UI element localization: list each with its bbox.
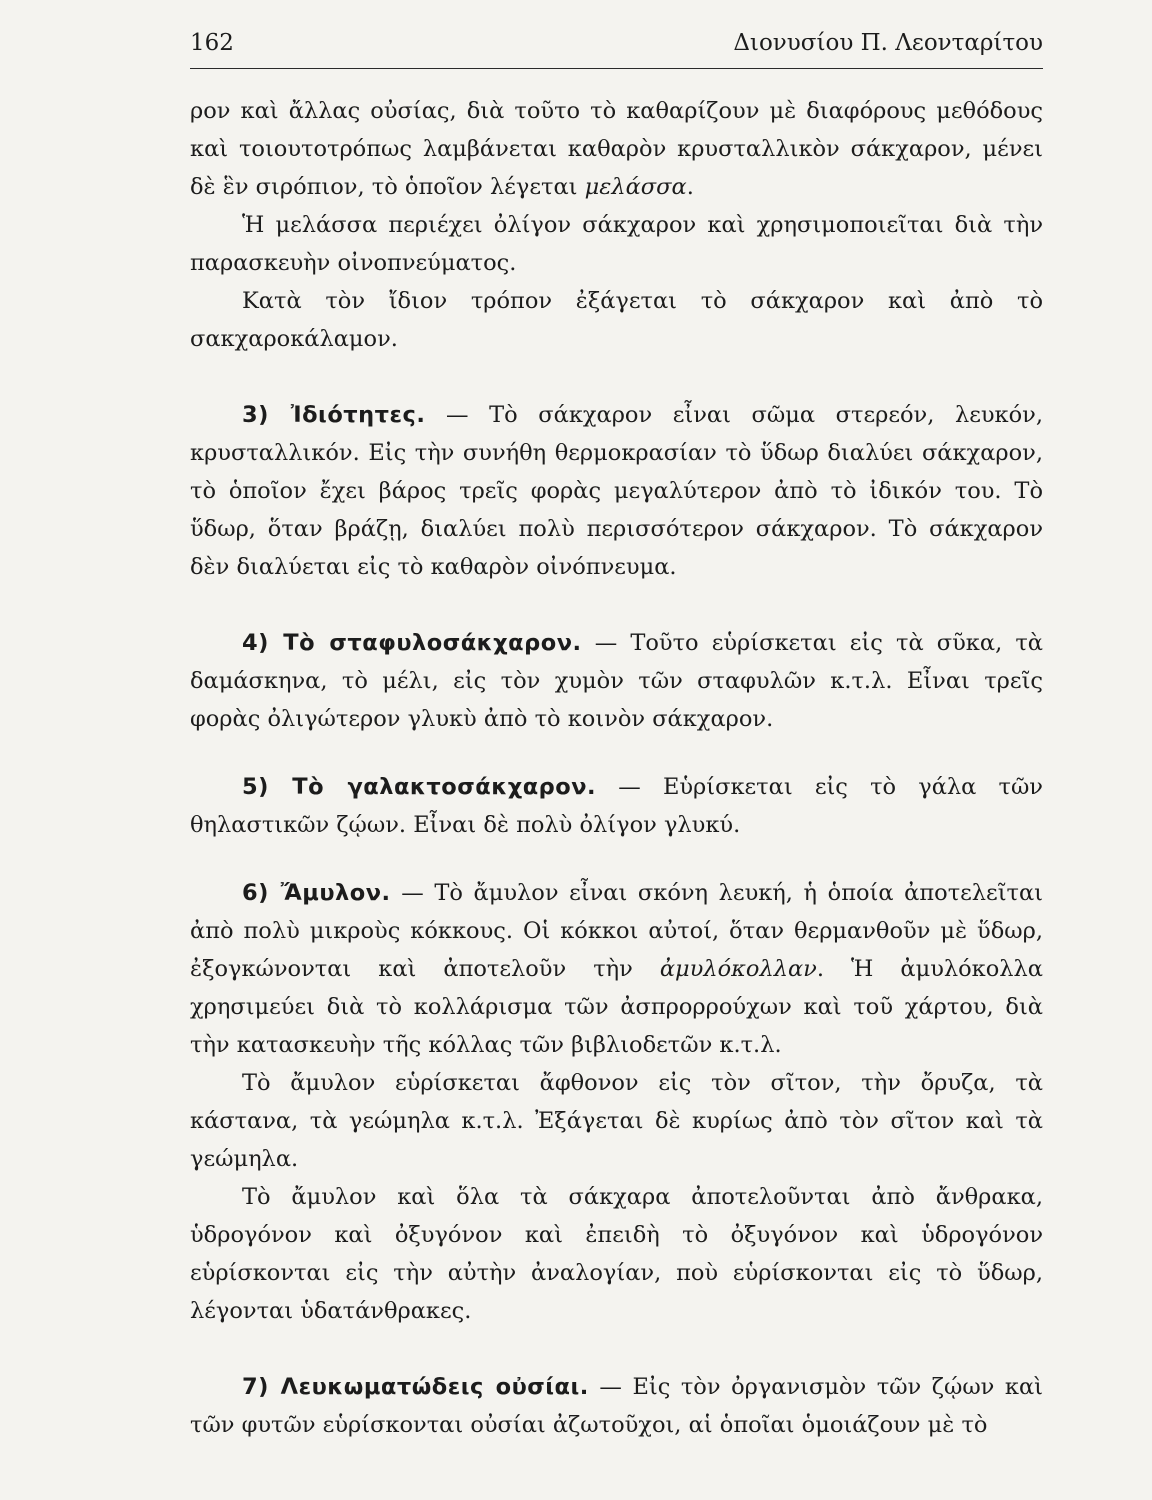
- section-text: — Εἰς τὸν ὀργανισμὸν τῶν ζῴων καὶ τῶν φυτῶν εὑρίσκονται οὐσίαι ἀζωτοῦχοι, αἱ ὁποῖαι ὁμοιάζουν μὲ τὸ: [190, 1374, 1043, 1438]
- section-text: — Τοῦτο εὑρίσκεται εἰς τὰ σῦκα, τὰ δαμάσκηνα, τὸ μέλι, εἰς τὸν χυμὸν τῶν σταφυλῶν κ.τ.λ. Εἶναι τρεῖς φορὰς ὀλιγώτερον γλυκὺ ἀπὸ τὸ κοινὸν σάκχαρον.: [190, 630, 1043, 732]
- paragraph-sugarcane: Κατὰ τὸν ἴδιον τρόπον ἐξάγεται τὸ σάκχαρον καὶ ἀπὸ τὸ σακχαροκάλαμον.: [190, 288, 1043, 352]
- section-4-grape-sugar: [190, 624, 1043, 738]
- section-heading: 7) Λευκωματώδεις οὐσίαι.: [242, 1374, 589, 1400]
- term-italic: ἀμυλόκολλαν: [659, 956, 817, 982]
- section-7-proteins: [190, 1368, 1043, 1444]
- paragraph-melassa: Ἡ μελάσσα περιέχει ὀλίγον σάκχαρον καὶ χρησιμοποιεῖται διὰ τὴν παρασκευὴν οἰνοπνεύματος.: [190, 212, 1043, 276]
- section-heading: 5) Τὸ γαλακτοσάκχαρον.: [242, 774, 597, 800]
- paragraph-text: ρον καὶ ἄλλας οὐσίας, διὰ τοῦτο τὸ καθαρίζουν μὲ διαφόρους μεθόδους καὶ τοιουτοτρόπως λαμβάνεται καθαρὸν κρυσταλλικὸν σάκχαρον, μένει δὲ ἓν σιρόπιον, τὸ ὁποῖον λέγεται: [190, 98, 1043, 200]
- term-italic: μελάσσα: [584, 174, 687, 200]
- section-text: — Τὸ σάκχαρον εἶναι σῶμα στερεόν, λευκόν, κρυσταλλικόν. Εἰς τὴν συνήθη θερμοκρασίαν τὸ ὕδωρ διαλύει σάκχαρον, τὸ ὁποῖον ἔχει βάρος τρεῖς φορὰς μεγαλύτερον ἀπὸ τὸ ἰδικόν του. Τὸ ὕδωρ, ὅταν βράζῃ, διαλύει πολὺ περισσότερον σάκχαρον. Τὸ σάκχαρον δὲν διαλύεται εἰς τὸ καθαρὸν οἰνόπνευμα.: [190, 402, 1043, 580]
- running-title: Διονυσίου Π. Λεονταρίτου: [733, 30, 1043, 56]
- section-heading: 6) Ἄμυλον.: [242, 880, 391, 906]
- section-6-starch: [190, 874, 1043, 1064]
- paragraph-carbohydrates: Τὸ ἄμυλον καὶ ὅλα τὰ σάκχαρα ἀποτελοῦνται ἀπὸ ἄνθρακα, ὑδρογόνον καὶ ὀξυγόνον καὶ ἐπειδὴ τὸ ὀξυγόνον καὶ ὑδρογόνον εὑρίσκονται εἰς τὴν αὐτὴν ἀναλογίαν, ποὺ εὑρίσκονται εἰς τὸ ὕδωρ, λέγονται ὑδατάνθρακες.: [190, 1184, 1043, 1324]
- section-heading: 3) Ἰδιότητες.: [242, 402, 426, 428]
- paragraph-text: .: [686, 174, 694, 200]
- section-text: — Εὑρίσκεται εἰς τὸ γάλα τῶν θηλαστικῶν ζῴων. Εἶναι δὲ πολὺ ὀλίγον γλυκύ.: [190, 774, 1043, 838]
- paragraph-continuation: [190, 92, 1043, 206]
- section-text: — Τὸ ἄμυλον εἶναι σκόνη λευκή, ἡ ὁποία ἀποτελεῖται ἀπὸ πολὺ μικροὺς κόκκους. Οἱ κόκκοι αὐτοί, ὅταν θερμανθοῦν μὲ ὕδωρ, ἐξογκώνονται καὶ ἀποτελοῦν τὴν: [190, 880, 1043, 982]
- section-heading: 4) Τὸ σταφυλοσάκχαρον.: [242, 630, 582, 656]
- section-3-properties: [190, 396, 1043, 586]
- paragraph-starch-sources: Τὸ ἄμυλον εὑρίσκεται ἄφθονον εἰς τὸν σῖτον, τὴν ὄρυζα, τὰ κάστανα, τὰ γεώμηλα κ.τ.λ. Ἐξάγεται δὲ κυρίως ἀπὸ τὸν σῖτον καὶ τὰ γεώμηλα.: [190, 1070, 1043, 1172]
- section-text: . Ἡ ἀμυλόκολλα χρησιμεύει διὰ τὸ κολλάρισμα τῶν ἀσπρορρούχων καὶ τοῦ χάρτου, διὰ τὴν κατασκευὴν τῆς κόλλας τῶν βιβλιοδετῶν κ.τ.λ.: [190, 956, 1044, 1058]
- page-body: [190, 92, 1043, 1444]
- page-number: 162: [190, 30, 234, 56]
- section-5-milk-sugar: [190, 768, 1043, 844]
- page-header: [190, 28, 1043, 69]
